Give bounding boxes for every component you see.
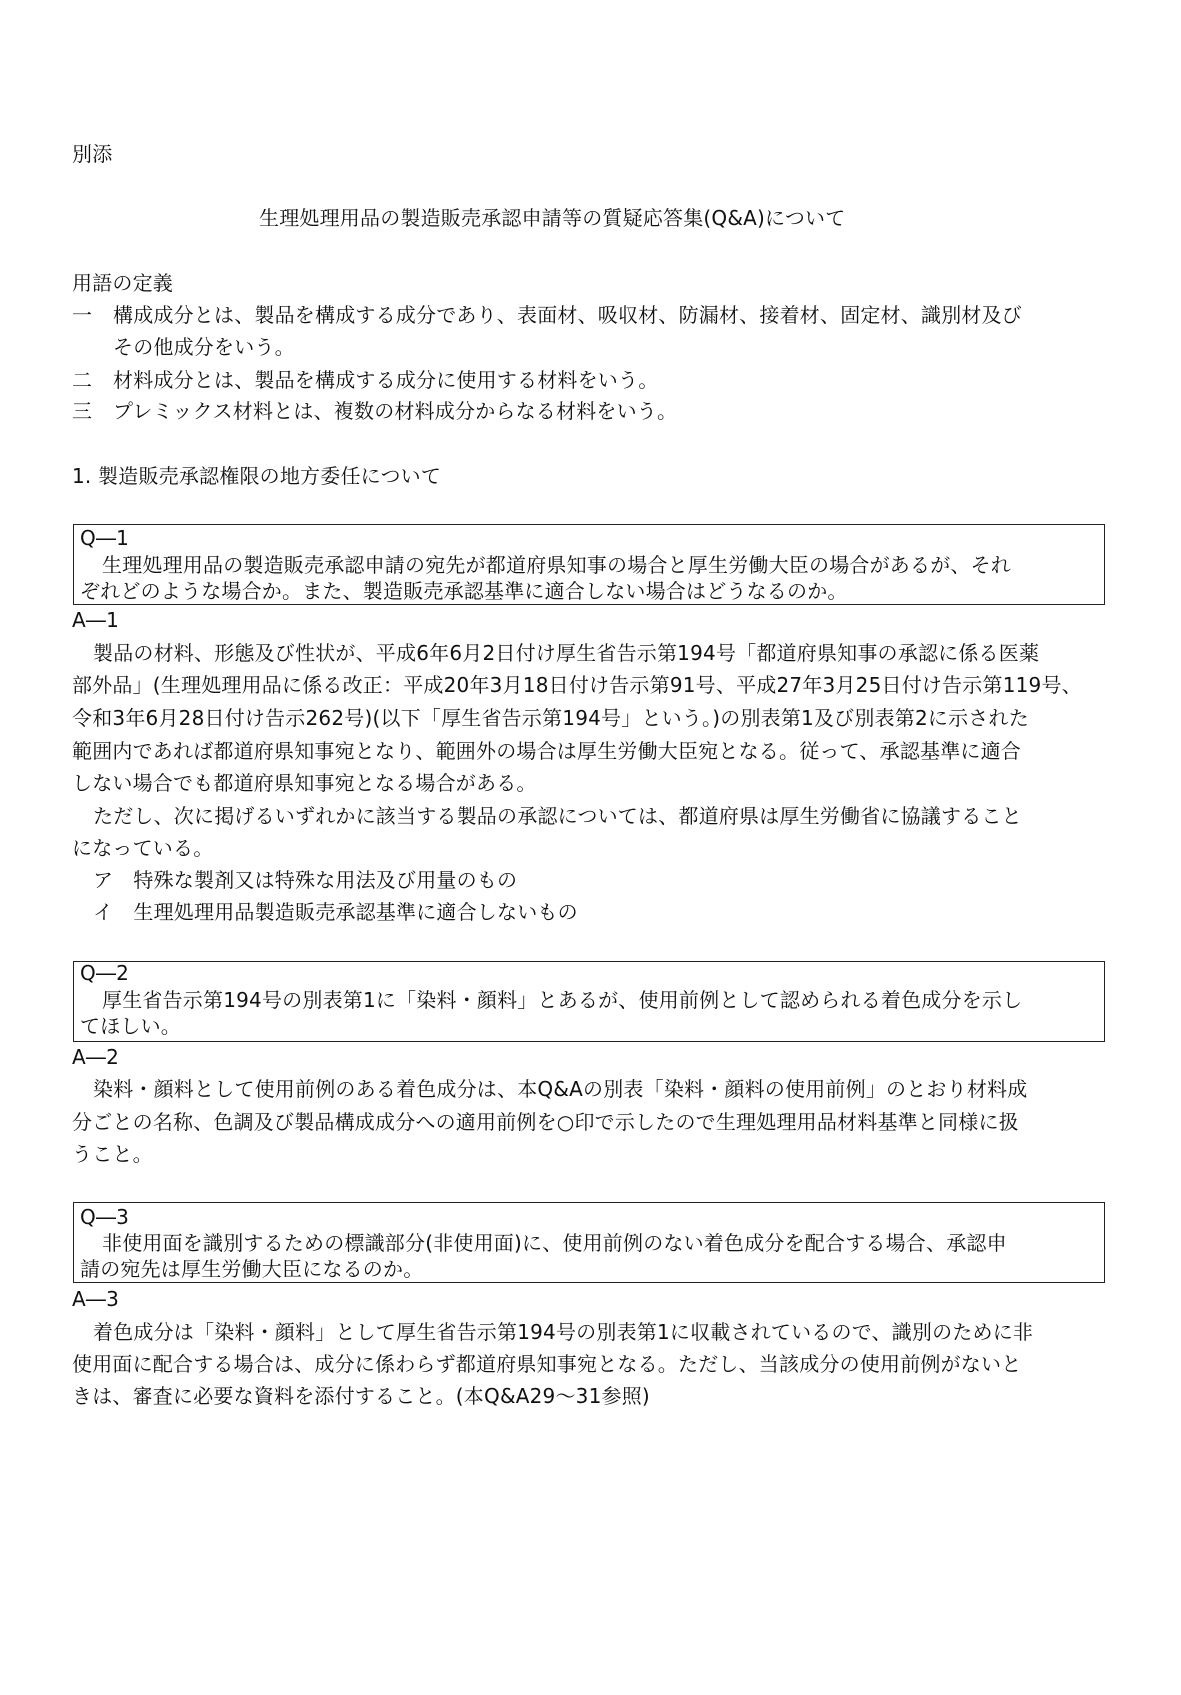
answer-text: 部外品」(生理処理用品に係る改正：平成20年3月18日付け告示第91号、平成27年3月25日付け告示第119号、 bbox=[72, 673, 1082, 697]
answer-text: うこと。 bbox=[72, 1142, 153, 1166]
answer-label: A―1 bbox=[72, 608, 120, 632]
answer-text: 着色成分は「染料・顔料」として厚生省告示第194号の別表第1に収載されているので、識別のために非 bbox=[93, 1320, 1034, 1344]
definition-text: 構成成分とは、製品を構成する成分であり、表面材、吸収材、防漏材、接着材、固定材、識別材及び bbox=[113, 303, 1022, 327]
question-label: Q―3 bbox=[80, 1205, 130, 1229]
definition-text: 材料成分とは、製品を構成する成分に使用する材料をいう。 bbox=[113, 368, 659, 392]
question-label: Q―2 bbox=[80, 961, 130, 985]
definition-number: 三 bbox=[72, 399, 93, 423]
document-title: 生理処理用品の製造販売承認申請等の質疑応答集(Q&A)について bbox=[259, 206, 846, 230]
answer-label: A―3 bbox=[72, 1287, 120, 1311]
answer-text: ただし、次に掲げるいずれかに該当する製品の承認については、都道府県は厚生労働省に協議すること bbox=[93, 804, 1022, 828]
question-text: 請の宛先は厚生労働大臣になるのか。 bbox=[80, 1257, 424, 1281]
definition-text: その他成分をいう。 bbox=[113, 335, 295, 359]
question-label: Q―1 bbox=[80, 526, 130, 550]
definition-number: 一 bbox=[72, 303, 93, 327]
answer-text: 使用面に配合する場合は、成分に係わらず都道府県知事宛となる。ただし、当該成分の使用前例がないと bbox=[72, 1352, 1022, 1376]
answer-text: 染料・顔料として使用前例のある着色成分は、本Q&Aの別表「染料・顔料の使用前例」のとおり材料成 bbox=[93, 1077, 1028, 1101]
definitions-heading: 用語の定義 bbox=[72, 271, 173, 295]
answer-list-item: イ 生理処理用品製造販売承認基準に適合しないもの bbox=[93, 900, 578, 924]
answer-text: になっている。 bbox=[72, 836, 214, 860]
answer-text: 製品の材料、形態及び性状が、平成6年6月2日付け厚生省告示第194号「都道府県知事の承認に係る医薬 bbox=[93, 641, 1040, 665]
question-text: てほしい。 bbox=[80, 1014, 181, 1038]
answer-label: A―2 bbox=[72, 1045, 120, 1069]
answer-text: 令和3年6月28日付け告示262号)(以下「厚生省告示第194号」という。)の別表第1及び別表第2に示された bbox=[72, 706, 1029, 730]
section-heading: 1. 製造販売承認権限の地方委任について bbox=[72, 464, 442, 488]
question-text: 生理処理用品の製造販売承認申請の宛先が都道府県知事の場合と厚生労働大臣の場合があるが、それ bbox=[102, 553, 1011, 577]
definition-text: プレミックス材料とは、複数の材料成分からなる材料をいう。 bbox=[113, 399, 678, 423]
attachment-label: 別添 bbox=[72, 142, 113, 166]
answer-list-item: ア 特殊な製剤又は特殊な用法及び用量のもの bbox=[93, 868, 518, 892]
answer-text: きは、審査に必要な資料を添付すること。(本Q&A29～31参照) bbox=[72, 1384, 650, 1408]
answer-text: しない場合でも都道府県知事宛となる場合がある。 bbox=[72, 771, 537, 795]
question-text: 非使用面を識別するための標識部分(非使用面)に、使用前例のない着色成分を配合する場合、承認申 bbox=[102, 1231, 1007, 1255]
definition-number: 二 bbox=[72, 368, 93, 392]
answer-text: 分ごとの名称、色調及び製品構成成分への適用前例を○印で示したので生理処理用品材料基準と同様に扱 bbox=[72, 1110, 1019, 1134]
answer-text: 範囲内であれば都道府県知事宛となり、範囲外の場合は厚生労働大臣宛となる。従って、承認基準に適合 bbox=[72, 739, 1021, 763]
question-text: 厚生省告示第194号の別表第1に「染料・顔料」とあるが、使用前例として認められる着色成分を示し bbox=[102, 988, 1023, 1012]
question-text: ぞれどのような場合か。また、製造販売承認基準に適合しない場合はどうなるのか。 bbox=[80, 579, 848, 603]
